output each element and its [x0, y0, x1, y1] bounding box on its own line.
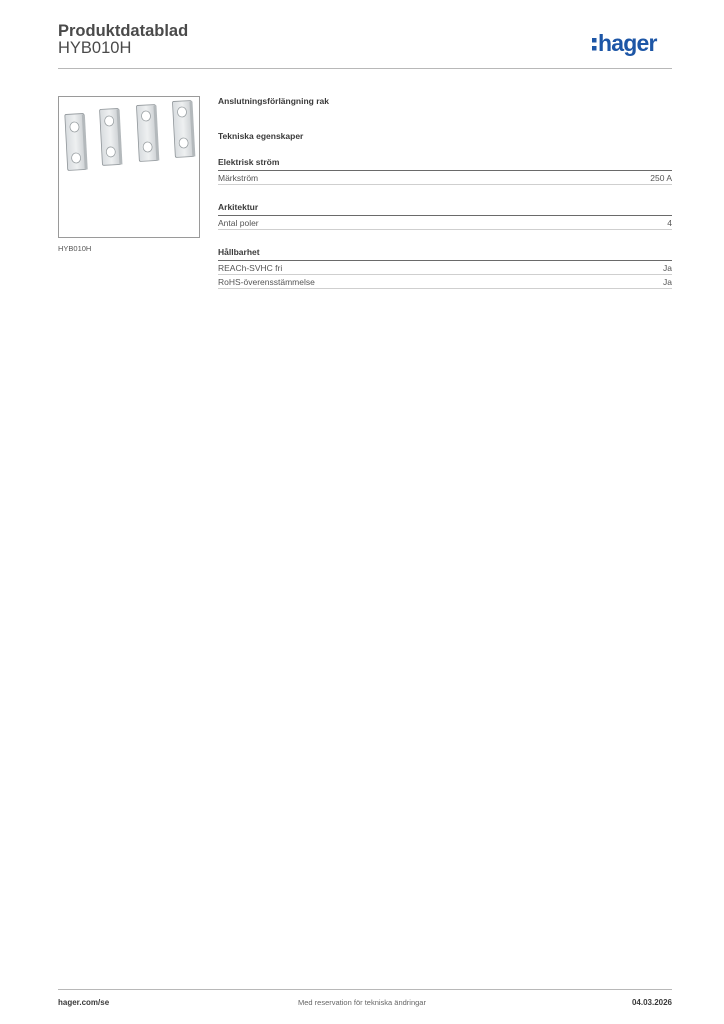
image-caption: HYB010H: [58, 244, 92, 253]
spec-label: RoHS-överensstämmelse: [218, 277, 315, 287]
spec-row: [218, 216, 672, 230]
product-code: HYB010H: [58, 39, 132, 57]
svg-text:hager: hager: [598, 30, 657, 56]
spec-value: Ja: [663, 263, 672, 273]
spec-group-architecture: [218, 202, 672, 230]
spec-label: REACh-SVHC fri: [218, 263, 283, 273]
spec-group-electrical: [218, 157, 672, 185]
spec-value: 4: [667, 218, 672, 228]
spec-row: [218, 171, 672, 185]
spec-label: Märkström: [218, 173, 259, 183]
spec-value: Ja: [663, 277, 672, 287]
spec-group-sustainability: [218, 247, 672, 289]
spec-group-title: Elektrisk ström: [218, 157, 672, 171]
spec-label: Antal poler: [218, 218, 259, 228]
page-title: Produktdatablad: [58, 22, 189, 40]
tech-specs-heading: Tekniska egenskaper: [218, 131, 304, 141]
spec-row: [218, 275, 672, 289]
spec-group-title: Arkitektur: [218, 202, 672, 216]
spec-value: 250 A: [650, 173, 672, 183]
product-name: Anslutningsförlängning rak: [218, 96, 329, 106]
spec-group-title: Hållbarhet: [218, 247, 672, 261]
spec-row: [218, 261, 672, 275]
connection-extension-plates-icon: [59, 97, 199, 237]
footer-date: 04.03.2026: [631, 998, 672, 1007]
header-divider: [58, 68, 672, 69]
product-image: [58, 96, 200, 238]
specifications: [218, 96, 672, 289]
footer-divider: [58, 989, 672, 990]
footer-website-link[interactable]: hager.com/se: [58, 998, 110, 1007]
hager-logo: [592, 26, 672, 58]
footer-disclaimer: Med reservation för tekniska ändringar: [298, 998, 426, 1007]
